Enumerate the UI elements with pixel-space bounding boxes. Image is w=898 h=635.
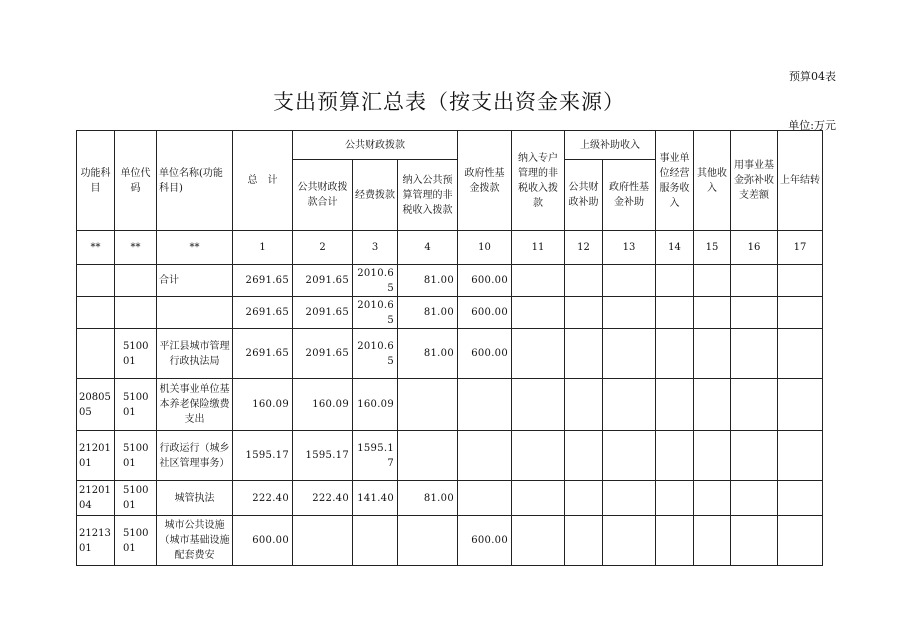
empty-cell — [778, 329, 823, 379]
empty-cell — [565, 431, 603, 481]
empty-cell — [512, 379, 565, 431]
gov-fund-cell: 600.00 — [458, 297, 512, 329]
col-header-upper-public: 公共财政补助 — [565, 160, 603, 231]
unit-code-cell: 510001 — [115, 431, 157, 481]
pf-total-cell: 222.40 — [293, 481, 353, 516]
unit-name-cell: 平江县城市管理行政执法局 — [157, 329, 233, 379]
func-code-cell: 2120104 — [77, 481, 115, 516]
table-row — [77, 481, 823, 516]
non-tax-cell — [398, 431, 458, 481]
empty-cell — [778, 516, 823, 566]
empty-cell — [603, 431, 656, 481]
func-code-cell: 2120101 — [77, 431, 115, 481]
page-title: 支出预算汇总表（按支出资金来源） — [273, 90, 625, 114]
non-tax-cell — [398, 379, 458, 431]
empty-cell — [778, 431, 823, 481]
func-code-cell — [77, 297, 115, 329]
non-tax-cell: 81.00 — [398, 481, 458, 516]
non-tax-cell: 81.00 — [398, 329, 458, 379]
index-cell: 17 — [778, 231, 823, 265]
empty-cell — [603, 481, 656, 516]
budget-table — [76, 130, 823, 566]
empty-cell — [565, 265, 603, 297]
unit-name-cell: 合计 — [157, 265, 233, 297]
empty-cell — [694, 297, 731, 329]
total-cell: 2691.65 — [233, 329, 293, 379]
empty-cell — [694, 329, 731, 379]
empty-cell — [731, 297, 778, 329]
form-number: 预算04表 — [789, 70, 836, 83]
empty-cell — [565, 481, 603, 516]
total-cell: 160.09 — [233, 379, 293, 431]
col-header-special-non-tax: 纳入专户管理的非税收入拨款 — [512, 131, 565, 231]
empty-cell — [731, 431, 778, 481]
col-header-public-finance: 公共财政拨款 — [293, 131, 458, 160]
funding-cell: 2010.65 — [353, 265, 398, 297]
empty-cell — [656, 431, 694, 481]
total-cell: 2691.65 — [233, 265, 293, 297]
funding-cell: 2010.65 — [353, 329, 398, 379]
unit-code-cell: 510001 — [115, 379, 157, 431]
col-header-funding: 经费拨款 — [353, 160, 398, 231]
index-cell: ** — [77, 231, 115, 265]
empty-cell — [603, 297, 656, 329]
index-cell: 2 — [293, 231, 353, 265]
total-cell: 600.00 — [233, 516, 293, 566]
gov-fund-cell: 600.00 — [458, 265, 512, 297]
unit-code-cell: 510001 — [115, 329, 157, 379]
empty-cell — [603, 265, 656, 297]
funding-cell — [353, 516, 398, 566]
col-header-gov-fund: 政府性基金拨款 — [458, 131, 512, 231]
col-header-balance: 用事业基金弥补收支差额 — [731, 131, 778, 231]
col-header-total: 总 计 — [233, 131, 293, 231]
col-header-carryover: 上年结转 — [778, 131, 823, 231]
unit-code-cell: 510001 — [115, 481, 157, 516]
empty-cell — [565, 329, 603, 379]
pf-total-cell: 160.09 — [293, 379, 353, 431]
table-row — [77, 516, 823, 566]
unit-code-cell — [115, 297, 157, 329]
empty-cell — [565, 379, 603, 431]
col-header-non-tax: 纳入公共预算管理的非税收入拨款 — [398, 160, 458, 231]
total-cell: 222.40 — [233, 481, 293, 516]
empty-cell — [512, 329, 565, 379]
col-header-other-income: 其他收入 — [694, 131, 731, 231]
gov-fund-cell — [458, 379, 512, 431]
empty-cell — [694, 379, 731, 431]
index-cell: 10 — [458, 231, 512, 265]
empty-cell — [694, 265, 731, 297]
table-row — [77, 297, 823, 329]
col-header-unit-code: 单位代码 — [115, 131, 157, 231]
index-row — [77, 231, 823, 265]
total-cell: 2691.65 — [233, 297, 293, 329]
pf-total-cell: 2091.65 — [293, 265, 353, 297]
funding-cell: 1595.17 — [353, 431, 398, 481]
empty-cell — [512, 265, 565, 297]
empty-cell — [778, 265, 823, 297]
unit-code-cell — [115, 265, 157, 297]
index-cell: 12 — [565, 231, 603, 265]
unit-name-cell — [157, 297, 233, 329]
index-cell: 1 — [233, 231, 293, 265]
pf-total-cell — [293, 516, 353, 566]
funding-cell: 160.09 — [353, 379, 398, 431]
empty-cell — [694, 431, 731, 481]
unit-label: 单位:万元 — [788, 119, 836, 132]
func-code-cell — [77, 265, 115, 297]
index-cell: 3 — [353, 231, 398, 265]
non-tax-cell: 81.00 — [398, 265, 458, 297]
index-cell: 16 — [731, 231, 778, 265]
index-cell: ** — [157, 231, 233, 265]
funding-cell: 2010.65 — [353, 297, 398, 329]
pf-total-cell: 2091.65 — [293, 297, 353, 329]
index-cell: ** — [115, 231, 157, 265]
pf-total-cell: 2091.65 — [293, 329, 353, 379]
gov-fund-cell — [458, 431, 512, 481]
empty-cell — [731, 265, 778, 297]
empty-cell — [656, 516, 694, 566]
col-header-upper-gov-fund: 政府性基金补助 — [603, 160, 656, 231]
empty-cell — [565, 516, 603, 566]
col-header-func-code: 功能科目 — [77, 131, 115, 231]
index-cell: 11 — [512, 231, 565, 265]
table-row — [77, 329, 823, 379]
non-tax-cell — [398, 516, 458, 566]
empty-cell — [565, 297, 603, 329]
empty-cell — [512, 297, 565, 329]
index-cell: 15 — [694, 231, 731, 265]
empty-cell — [731, 329, 778, 379]
col-header-upper-subsidy: 上级补助收入 — [565, 131, 656, 160]
empty-cell — [656, 379, 694, 431]
func-code-cell: 2080505 — [77, 379, 115, 431]
empty-cell — [694, 481, 731, 516]
table-row — [77, 431, 823, 481]
empty-cell — [731, 379, 778, 431]
unit-name-cell: 城市公共设施（城市基础设施配套费安 — [157, 516, 233, 566]
unit-name-cell: 城管执法 — [157, 481, 233, 516]
empty-cell — [731, 481, 778, 516]
index-cell: 13 — [603, 231, 656, 265]
index-cell: 4 — [398, 231, 458, 265]
col-header-pf-total: 公共财政拨款合计 — [293, 160, 353, 231]
empty-cell — [694, 516, 731, 566]
func-code-cell: 2121301 — [77, 516, 115, 566]
unit-name-cell: 机关事业单位基本养老保险缴费支出 — [157, 379, 233, 431]
table-row — [77, 265, 823, 297]
empty-cell — [603, 329, 656, 379]
unit-name-cell: 行政运行（城乡社区管理事务） — [157, 431, 233, 481]
empty-cell — [778, 379, 823, 431]
col-header-business-income: 事业单位经营服务收入 — [656, 131, 694, 231]
funding-cell: 141.40 — [353, 481, 398, 516]
func-code-cell — [77, 329, 115, 379]
empty-cell — [778, 297, 823, 329]
gov-fund-cell: 600.00 — [458, 516, 512, 566]
col-header-unit-name: 单位名称(功能科目) — [157, 131, 233, 231]
empty-cell — [512, 431, 565, 481]
empty-cell — [731, 516, 778, 566]
non-tax-cell: 81.00 — [398, 297, 458, 329]
empty-cell — [656, 297, 694, 329]
empty-cell — [512, 516, 565, 566]
empty-cell — [603, 379, 656, 431]
table-row — [77, 379, 823, 431]
empty-cell — [512, 481, 565, 516]
total-cell: 1595.17 — [233, 431, 293, 481]
empty-cell — [656, 265, 694, 297]
index-cell: 14 — [656, 231, 694, 265]
empty-cell — [603, 516, 656, 566]
gov-fund-cell — [458, 481, 512, 516]
pf-total-cell: 1595.17 — [293, 431, 353, 481]
empty-cell — [778, 481, 823, 516]
empty-cell — [656, 329, 694, 379]
gov-fund-cell: 600.00 — [458, 329, 512, 379]
unit-code-cell: 510001 — [115, 516, 157, 566]
empty-cell — [656, 481, 694, 516]
